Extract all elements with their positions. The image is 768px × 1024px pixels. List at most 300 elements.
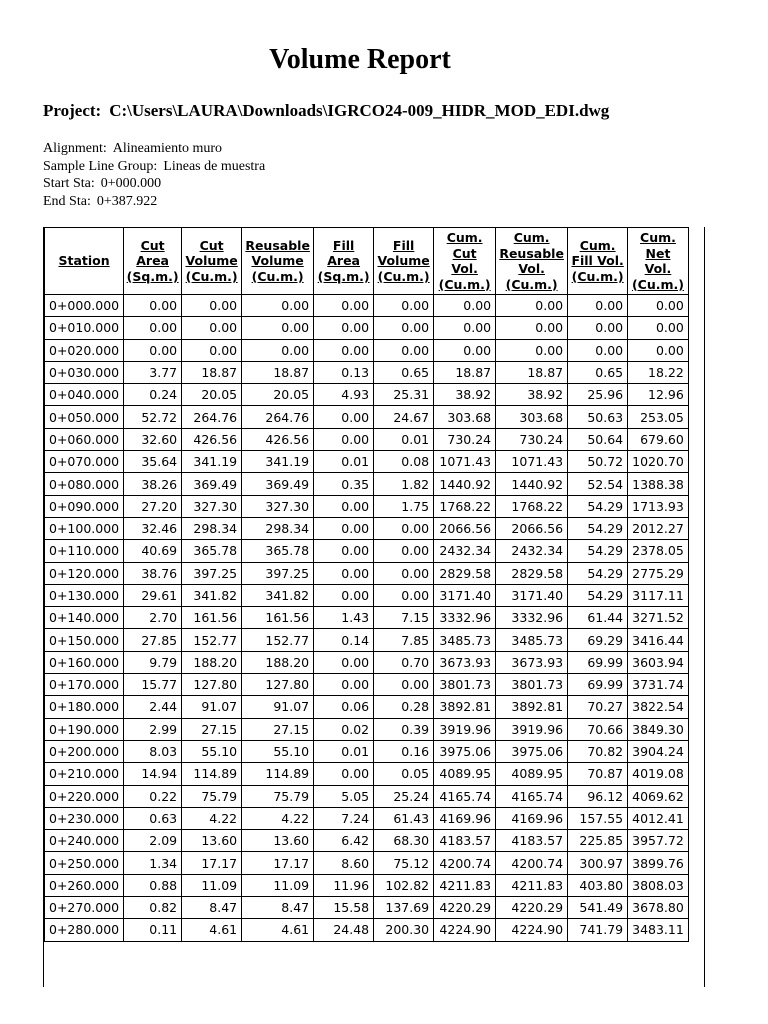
cell-fill-volume: 1.75 [374,495,434,517]
cell-cum-fill-vol: 70.66 [568,718,628,740]
cell-cum-reusable-vol: 3332.96 [496,607,568,629]
table-row [45,361,689,383]
report-metadata [43,140,265,210]
column-header-text: Fill Vol. [571,253,624,269]
start-station-value: 0+000.000 [100,176,162,191]
cell-cum-fill-vol: 54.29 [568,584,628,606]
cell-cum-fill-vol: 0.65 [568,361,628,383]
cell-cum-cut-vol: 4165.74 [434,785,496,807]
cell-station: 0+060.000 [45,428,124,450]
table-row [45,339,689,361]
table-row [45,562,689,584]
cell-cut-volume: 264.76 [182,406,242,428]
volume-table-frame [43,227,706,987]
cell-cut-volume: 18.87 [182,361,242,383]
cell-cum-net-vol: 1713.93 [628,495,689,517]
cell-cut-volume: 341.82 [182,584,242,606]
table-row [45,897,689,919]
table-row [45,874,689,896]
cell-reusable-volume: 397.25 [242,562,314,584]
cell-cum-fill-vol: 50.64 [568,428,628,450]
cell-reusable-volume: 188.20 [242,651,314,673]
cell-fill-volume: 25.31 [374,384,434,406]
cell-cut-area: 29.61 [124,584,182,606]
cell-cut-area: 0.22 [124,785,182,807]
cell-reusable-volume: 0.00 [242,295,314,317]
column-header-station [45,228,124,295]
cell-fill-area: 0.00 [314,540,374,562]
cell-fill-volume: 0.00 [374,584,434,606]
table-row [45,830,689,852]
end-station-value: 0+387.922 [96,193,158,209]
cell-cut-volume: 91.07 [182,696,242,718]
column-header-text: (Cu.m.) [631,276,684,292]
cell-cum-net-vol: 3603.94 [628,651,689,673]
cell-cum-cut-vol: 4183.57 [434,830,496,852]
column-header-text: Vol. [518,261,545,276]
volume-table [44,227,689,942]
cell-cum-reusable-vol: 4169.96 [496,807,568,829]
column-header-text: Reusable [499,245,564,261]
cell-cut-area: 2.70 [124,607,182,629]
table-row [45,384,689,406]
cell-cum-reusable-vol: 4220.29 [496,897,568,919]
cell-cum-net-vol: 3731.74 [628,674,689,696]
cell-cut-area: 2.99 [124,718,182,740]
cell-cum-reusable-vol: 4165.74 [496,785,568,807]
column-header-fill-volume [374,228,434,295]
cell-cum-reusable-vol: 4183.57 [496,830,568,852]
cell-cum-fill-vol: 54.29 [568,540,628,562]
cell-cum-cut-vol: 38.92 [434,384,496,406]
cell-reusable-volume: 18.87 [242,361,314,383]
cell-fill-volume: 0.00 [374,540,434,562]
cell-cut-area: 0.24 [124,384,182,406]
table-row [45,406,689,428]
cell-cum-fill-vol: 61.44 [568,607,628,629]
cell-cum-net-vol: 1388.38 [628,473,689,495]
cell-cut-volume: 11.09 [182,874,242,896]
cell-cut-volume: 4.61 [182,919,242,941]
cell-cum-net-vol: 4069.62 [628,785,689,807]
column-header-text: Cum. [579,237,616,253]
cell-cum-cut-vol: 3919.96 [434,718,496,740]
cell-cut-volume: 397.25 [182,562,242,584]
cell-cut-area: 32.60 [124,428,182,450]
cell-fill-volume: 7.85 [374,629,434,651]
cell-cut-area: 2.09 [124,830,182,852]
cell-cut-area: 32.46 [124,517,182,539]
cell-cum-reusable-vol: 3919.96 [496,718,568,740]
column-header-text: Vol. [451,261,478,276]
cell-cum-net-vol: 0.00 [628,317,689,339]
cell-fill-volume: 0.00 [374,295,434,317]
cell-cum-fill-vol: 403.80 [568,874,628,896]
cell-station: 0+200.000 [45,740,124,762]
cell-cum-fill-vol: 25.96 [568,384,628,406]
cell-cum-net-vol: 3483.11 [628,919,689,941]
cell-cum-net-vol: 0.00 [628,339,689,361]
project-line [43,101,609,121]
cell-station: 0+010.000 [45,317,124,339]
alignment-value: Alineamiento muro [112,141,223,156]
table-row [45,740,689,762]
start-station-line [43,175,265,193]
column-header-cut-volume [182,228,242,295]
cell-cum-net-vol: 3808.03 [628,874,689,896]
cell-cut-area: 0.63 [124,807,182,829]
cell-station: 0+230.000 [45,807,124,829]
alignment-label: Alignment: [43,141,107,156]
cell-cum-net-vol: 3904.24 [628,740,689,762]
cell-reusable-volume: 0.00 [242,317,314,339]
cell-cum-reusable-vol: 38.92 [496,384,568,406]
cell-station: 0+270.000 [45,897,124,919]
cell-fill-volume: 24.67 [374,406,434,428]
table-row [45,807,689,829]
column-header-text: Fill [332,237,355,253]
table-row [45,428,689,450]
column-header-text: (Cu.m.) [377,268,430,284]
cell-station: 0+120.000 [45,562,124,584]
cell-cut-volume: 13.60 [182,830,242,852]
cell-station: 0+240.000 [45,830,124,852]
table-row [45,919,689,941]
cell-cum-fill-vol: 96.12 [568,785,628,807]
cell-fill-volume: 0.05 [374,763,434,785]
table-row [45,629,689,651]
table-row [45,317,689,339]
cell-cum-reusable-vol: 3673.93 [496,651,568,673]
cell-cum-cut-vol: 4211.83 [434,874,496,896]
cell-fill-area: 0.14 [314,629,374,651]
cell-cut-area: 9.79 [124,651,182,673]
end-station-label: End Sta: [43,193,91,209]
cell-fill-volume: 7.15 [374,607,434,629]
cell-station: 0+180.000 [45,696,124,718]
cell-cum-cut-vol: 0.00 [434,339,496,361]
cell-cut-area: 15.77 [124,674,182,696]
column-header-text: (Cu.m.) [185,268,238,284]
cell-station: 0+220.000 [45,785,124,807]
table-row [45,718,689,740]
project-label: Project: [43,101,102,120]
column-header-cum-net-vol [628,228,689,295]
column-header-text: Fill [392,237,415,253]
cell-cum-fill-vol: 741.79 [568,919,628,941]
column-header-cum-cut-vol [434,228,496,295]
cell-fill-volume: 25.24 [374,785,434,807]
cell-fill-volume: 75.12 [374,852,434,874]
column-header-text: Cut [140,237,165,253]
cell-fill-area: 4.93 [314,384,374,406]
cell-cum-cut-vol: 730.24 [434,428,496,450]
cell-fill-volume: 102.82 [374,874,434,896]
cell-cum-net-vol: 679.60 [628,428,689,450]
cell-cum-cut-vol: 1440.92 [434,473,496,495]
cell-station: 0+280.000 [45,919,124,941]
cell-reusable-volume: 161.56 [242,607,314,629]
cell-cut-volume: 8.47 [182,897,242,919]
table-row [45,852,689,874]
cell-cut-area: 1.34 [124,852,182,874]
cell-cum-cut-vol: 4224.90 [434,919,496,941]
cell-cut-volume: 55.10 [182,740,242,762]
cell-cum-reusable-vol: 3171.40 [496,584,568,606]
cell-cut-volume: 75.79 [182,785,242,807]
cell-cut-area: 0.00 [124,339,182,361]
table-row [45,451,689,473]
cell-fill-volume: 0.00 [374,317,434,339]
cell-station: 0+160.000 [45,651,124,673]
cell-fill-volume: 68.30 [374,830,434,852]
cell-cum-fill-vol: 50.72 [568,451,628,473]
cell-cum-net-vol: 2378.05 [628,540,689,562]
cell-cum-cut-vol: 2432.34 [434,540,496,562]
cell-cum-cut-vol: 3673.93 [434,651,496,673]
cell-cut-volume: 298.34 [182,517,242,539]
cell-reusable-volume: 75.79 [242,785,314,807]
cell-cum-fill-vol: 70.27 [568,696,628,718]
column-header-text: Cum. [640,230,676,245]
cell-station: 0+080.000 [45,473,124,495]
cell-cum-reusable-vol: 18.87 [496,361,568,383]
cell-station: 0+000.000 [45,295,124,317]
cell-cut-area: 35.64 [124,451,182,473]
cell-fill-area: 8.60 [314,852,374,874]
cell-cum-reusable-vol: 2432.34 [496,540,568,562]
cell-cum-net-vol: 1020.70 [628,451,689,473]
cell-reusable-volume: 127.80 [242,674,314,696]
cell-cut-area: 2.44 [124,696,182,718]
sample-line-group-line [43,158,265,176]
cell-cum-cut-vol: 1071.43 [434,451,496,473]
cell-station: 0+110.000 [45,540,124,562]
column-header-reusable-volume [242,228,314,295]
cell-cum-cut-vol: 4089.95 [434,763,496,785]
cell-fill-volume: 137.69 [374,897,434,919]
cell-fill-volume: 0.00 [374,517,434,539]
cell-fill-area: 0.00 [314,562,374,584]
cell-fill-area: 0.00 [314,517,374,539]
cell-cut-area: 3.77 [124,361,182,383]
column-header-fill-area [314,228,374,295]
cell-cum-net-vol: 3849.30 [628,718,689,740]
cell-reusable-volume: 91.07 [242,696,314,718]
cell-cum-reusable-vol: 0.00 [496,295,568,317]
cell-cut-area: 0.00 [124,295,182,317]
table-row [45,517,689,539]
cell-cum-reusable-vol: 4211.83 [496,874,568,896]
cell-cum-reusable-vol: 2066.56 [496,517,568,539]
cell-cum-fill-vol: 300.97 [568,852,628,874]
table-row [45,295,689,317]
cell-cum-fill-vol: 54.29 [568,562,628,584]
cell-station: 0+070.000 [45,451,124,473]
cell-cut-volume: 4.22 [182,807,242,829]
cell-fill-area: 0.00 [314,339,374,361]
cell-cum-reusable-vol: 3892.81 [496,696,568,718]
cell-cut-volume: 327.30 [182,495,242,517]
cell-cum-fill-vol: 0.00 [568,295,628,317]
cell-cut-area: 0.00 [124,317,182,339]
cell-station: 0+100.000 [45,517,124,539]
cell-station: 0+140.000 [45,607,124,629]
cell-cut-volume: 426.56 [182,428,242,450]
cell-cum-reusable-vol: 3975.06 [496,740,568,762]
cell-fill-area: 0.00 [314,763,374,785]
column-header-text: (Cu.m.) [251,268,304,284]
table-row [45,495,689,517]
project-path: C:\Users\LAURA\Downloads\IGRCO24-009_HIDR_MOD_EDI.dwg [109,101,610,120]
cell-cum-fill-vol: 50.63 [568,406,628,428]
cell-station: 0+040.000 [45,384,124,406]
table-row [45,763,689,785]
cell-reusable-volume: 17.17 [242,852,314,874]
cell-cut-volume: 152.77 [182,629,242,651]
cell-cum-fill-vol: 70.82 [568,740,628,762]
cell-cut-area: 27.20 [124,495,182,517]
cell-fill-area: 11.96 [314,874,374,896]
cell-cut-volume: 369.49 [182,473,242,495]
cell-fill-volume: 0.28 [374,696,434,718]
cell-reusable-volume: 55.10 [242,740,314,762]
cell-cum-net-vol: 3678.80 [628,897,689,919]
cell-cum-fill-vol: 69.29 [568,629,628,651]
sample-line-group-value: Lineas de muestra [163,158,266,174]
column-header-text: Cum. [446,230,483,245]
cell-cum-cut-vol: 2829.58 [434,562,496,584]
table-right-border [704,227,705,987]
report-title: Volume Report [269,44,451,75]
cell-cut-volume: 0.00 [182,339,242,361]
cell-fill-volume: 0.00 [374,674,434,696]
cell-cut-area: 38.26 [124,473,182,495]
cell-cum-reusable-vol: 1071.43 [496,451,568,473]
cell-cum-cut-vol: 3171.40 [434,584,496,606]
cell-cut-volume: 341.19 [182,451,242,473]
cell-cum-net-vol: 2775.29 [628,562,689,584]
cell-station: 0+130.000 [45,584,124,606]
column-header-text: Vol. [644,261,672,276]
cell-cum-net-vol: 12.96 [628,384,689,406]
cell-fill-volume: 200.30 [374,919,434,941]
cell-fill-area: 0.02 [314,718,374,740]
column-header-text: (Sq.m.) [317,268,370,284]
table-row [45,674,689,696]
cell-fill-volume: 0.65 [374,361,434,383]
cell-reusable-volume: 13.60 [242,830,314,852]
cell-cum-cut-vol: 4169.96 [434,807,496,829]
cell-station: 0+190.000 [45,718,124,740]
cell-fill-area: 0.00 [314,317,374,339]
cell-station: 0+050.000 [45,406,124,428]
cell-reusable-volume: 327.30 [242,495,314,517]
cell-cum-net-vol: 3416.44 [628,629,689,651]
column-header-text: Volume [185,253,238,269]
cell-fill-area: 0.00 [314,428,374,450]
cell-reusable-volume: 11.09 [242,874,314,896]
cell-fill-volume: 0.00 [374,339,434,361]
table-body [45,295,689,942]
end-station-line [43,193,265,211]
cell-cut-area: 27.85 [124,629,182,651]
cell-cum-reusable-vol: 730.24 [496,428,568,450]
cell-station: 0+020.000 [45,339,124,361]
table-row [45,473,689,495]
cell-cum-cut-vol: 3892.81 [434,696,496,718]
cell-station: 0+150.000 [45,629,124,651]
cell-cum-net-vol: 3822.54 [628,696,689,718]
cell-cut-volume: 17.17 [182,852,242,874]
cell-cum-net-vol: 3957.72 [628,830,689,852]
cell-fill-area: 1.43 [314,607,374,629]
column-header-text: (Cu.m.) [571,268,624,284]
table-row [45,584,689,606]
cell-reusable-volume: 114.89 [242,763,314,785]
cell-fill-volume: 1.82 [374,473,434,495]
cell-fill-volume: 0.39 [374,718,434,740]
column-header-text: Area [327,253,360,269]
cell-fill-area: 0.35 [314,473,374,495]
cell-reusable-volume: 426.56 [242,428,314,450]
cell-cum-cut-vol: 3485.73 [434,629,496,651]
cell-fill-volume: 61.43 [374,807,434,829]
cell-reusable-volume: 365.78 [242,540,314,562]
cell-cum-reusable-vol: 0.00 [496,339,568,361]
cell-reusable-volume: 4.22 [242,807,314,829]
cell-fill-area: 6.42 [314,830,374,852]
cell-cut-area: 14.94 [124,763,182,785]
cell-cut-volume: 365.78 [182,540,242,562]
cell-fill-area: 0.00 [314,651,374,673]
cell-cum-net-vol: 4012.41 [628,807,689,829]
cell-fill-area: 0.00 [314,495,374,517]
cell-cum-fill-vol: 54.29 [568,495,628,517]
cell-cum-fill-vol: 225.85 [568,830,628,852]
cell-reusable-volume: 369.49 [242,473,314,495]
cell-fill-volume: 0.16 [374,740,434,762]
cell-cum-net-vol: 4019.08 [628,763,689,785]
cell-cum-cut-vol: 303.68 [434,406,496,428]
cell-fill-area: 0.00 [314,406,374,428]
column-header-cum-reusable-vol [496,228,568,295]
column-header-text: Cum. [513,230,550,245]
cell-reusable-volume: 264.76 [242,406,314,428]
cell-station: 0+090.000 [45,495,124,517]
cell-reusable-volume: 152.77 [242,629,314,651]
cell-fill-area: 0.01 [314,451,374,473]
cell-cum-fill-vol: 69.99 [568,651,628,673]
table-row [45,651,689,673]
cell-cum-reusable-vol: 4200.74 [496,852,568,874]
column-header-text: Volume [251,253,304,269]
cell-fill-volume: 0.70 [374,651,434,673]
cell-fill-volume: 0.00 [374,562,434,584]
cell-cum-cut-vol: 4220.29 [434,897,496,919]
cell-reusable-volume: 8.47 [242,897,314,919]
cell-cut-volume: 127.80 [182,674,242,696]
cell-fill-area: 0.00 [314,674,374,696]
cell-cut-area: 8.03 [124,740,182,762]
cell-cut-area: 0.11 [124,919,182,941]
cell-station: 0+210.000 [45,763,124,785]
cell-cut-area: 0.88 [124,874,182,896]
column-header-text: Station [58,253,110,269]
cell-cum-reusable-vol: 2829.58 [496,562,568,584]
cell-fill-area: 0.00 [314,295,374,317]
table-header-row [45,228,689,295]
